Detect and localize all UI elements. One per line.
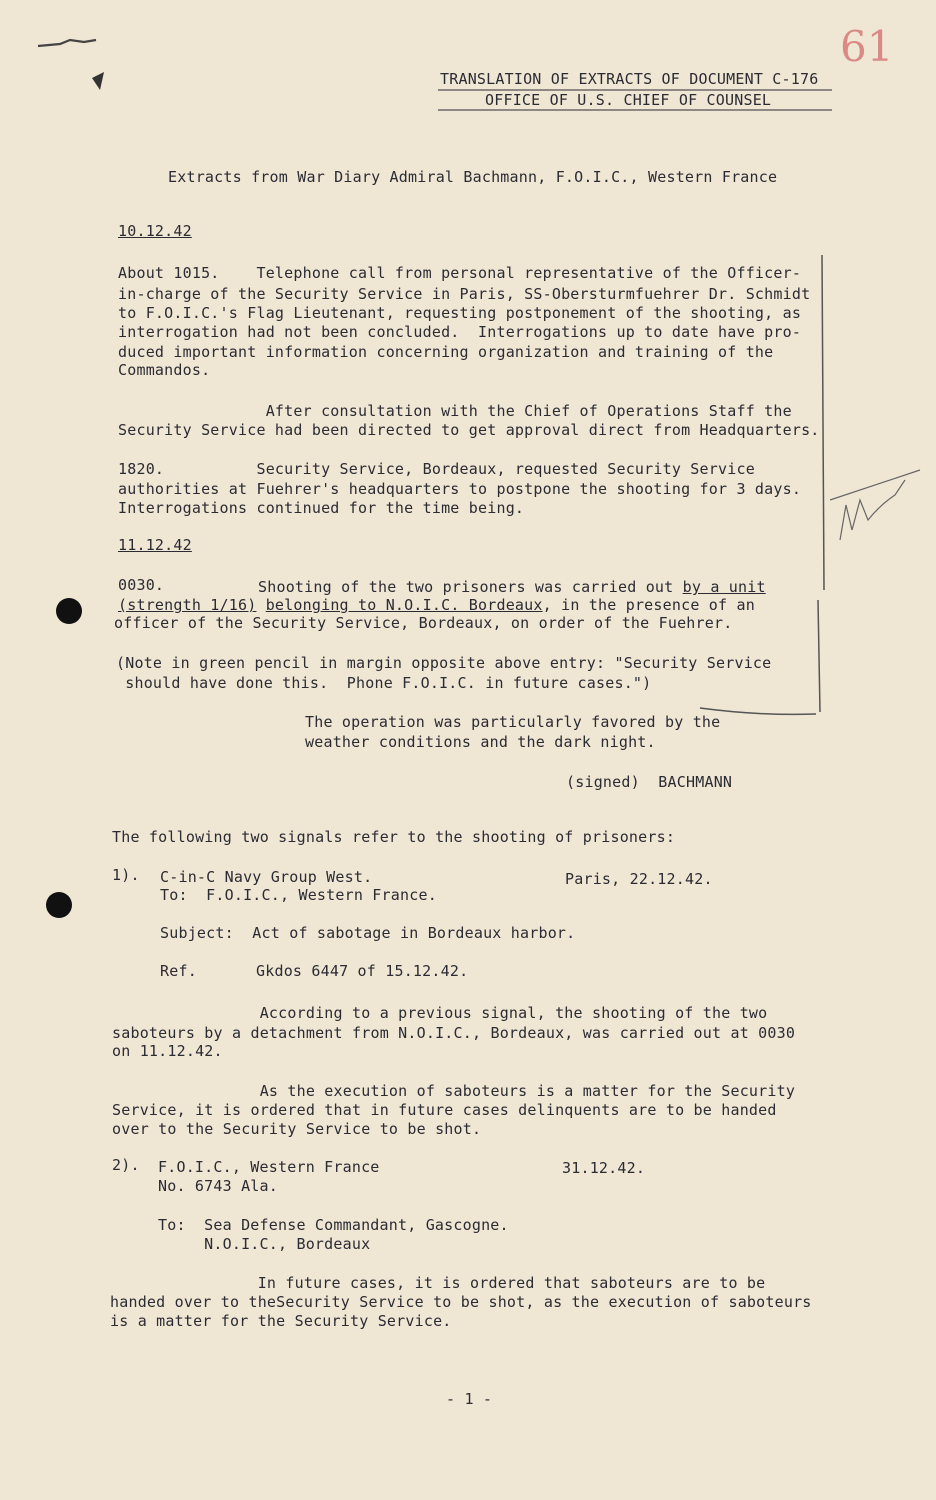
margin-note-line: should have done this. Phone F.O.I.C. in future cases.")	[116, 674, 652, 692]
signal-1-place-date: Paris, 22.12.42.	[565, 870, 713, 888]
corner-arrow-icon	[92, 72, 104, 90]
diary-entry-1-line: About 1015. Telephone call from personal representative of the Officer-	[118, 264, 802, 282]
header-line-2: OFFICE OF U.S. CHIEF OF COUNSEL	[485, 91, 772, 109]
entry-4-underlined-text: belonging to N.O.I.C. Bordeaux	[265, 596, 543, 614]
diary-entry-1-line: to F.O.I.C.'s Flag Lieutenant, requesting postponement of the shooting, as	[118, 304, 802, 322]
signal-1-ref-value: Gkdos 6447 of 15.12.42.	[256, 962, 469, 980]
diary-entry-1-line: Commandos.	[118, 361, 211, 379]
diary-entry-1-line: duced important information concerning organization and training of the	[118, 343, 774, 361]
diary-date-1: 10.12.42	[118, 222, 192, 240]
entry-4-text: Shooting of the two prisoners was carried out	[258, 578, 683, 596]
margin-initials-icon	[840, 480, 905, 540]
margin-scribble	[830, 470, 920, 500]
signal-1-to: To: F.O.I.C., Western France.	[160, 886, 437, 904]
signals-intro: The following two signals refer to the shooting of prisoners:	[112, 828, 676, 846]
signal-1-para-1-line: on 11.12.42.	[112, 1042, 223, 1060]
diary-date-2: 11.12.42	[118, 536, 192, 554]
signal-1-subject: Subject: Act of sabotage in Bordeaux harbor.	[160, 924, 576, 942]
margin-bracket-line	[700, 708, 816, 714]
diary-entry-1-line: interrogation had not been concluded. Interrogations up to date have pro-	[118, 323, 802, 341]
page-footer: - 1 -	[446, 1390, 493, 1408]
handwritten-page-number: 61	[840, 22, 894, 71]
closing-line: weather conditions and the dark night.	[305, 733, 656, 751]
header-line-1: TRANSLATION OF EXTRACTS OF DOCUMENT C-176	[440, 70, 819, 88]
diary-entry-4-time: 0030.	[118, 576, 165, 594]
margin-bracket-line	[822, 255, 824, 590]
signature: (signed) BACHMANN	[566, 773, 733, 791]
margin-bracket-line	[818, 600, 820, 712]
diary-entry-3-line: Interrogations continued for the time being.	[118, 499, 525, 517]
signal-2-number-ref: No. 6743 Ala.	[158, 1177, 278, 1195]
signal-1-para-2-line: Service, it is ordered that in future cases delinquents are to be handed	[112, 1101, 777, 1119]
signal-2-para-line: In future cases, it is ordered that saboteurs are to be	[110, 1274, 766, 1292]
signal-1-para-2-line: As the execution of saboteurs is a matter for the Security	[112, 1082, 796, 1100]
signal-2-to-line: To: Sea Defense Commandant, Gascogne.	[158, 1216, 509, 1234]
signal-2-number: 2).	[112, 1156, 140, 1174]
signal-2-to-line: N.O.I.C., Bordeaux	[158, 1235, 371, 1253]
entry-4-underlined-text: (strength 1/16)	[118, 596, 257, 614]
signal-1-number: 1).	[112, 866, 140, 884]
diary-entry-3-line: authorities at Fuehrer's headquarters to postpone the shooting for 3 days.	[118, 480, 802, 498]
signal-1-para-2-line: over to the Security Service to be shot.	[112, 1120, 482, 1138]
closing-line: The operation was particularly favored by the	[305, 713, 721, 731]
entry-4-underlined-text: by a unit	[682, 578, 766, 596]
diary-entry-2-line: After consultation with the Chief of Operations Staff the	[118, 402, 792, 420]
signal-2-date: 31.12.42.	[562, 1159, 646, 1177]
diary-entry-3-line: 1820. Security Service, Bordeaux, requested Security Service	[118, 460, 755, 478]
signal-1-para-1-line: According to a previous signal, the shooting of the two	[112, 1004, 768, 1022]
signal-2-from: F.O.I.C., Western France	[158, 1158, 380, 1176]
entry-4-text: , in the presence of an	[542, 596, 755, 614]
document-title: Extracts from War Diary Admiral Bachmann, F.O.I.C., Western France	[168, 168, 778, 186]
signal-1-from: C-in-C Navy Group West.	[160, 868, 373, 886]
diary-entry-1-line: in-charge of the Security Service in Paris, SS-Obersturmfuehrer Dr. Schmidt	[118, 285, 811, 303]
margin-note-line: (Note in green pencil in margin opposite above entry: "Security Service	[116, 654, 772, 672]
diary-entry-2-line: Security Service had been directed to get approval direct from Headquarters.	[118, 421, 820, 439]
signal-1-para-1-line: saboteurs by a detachment from N.O.I.C., Bordeaux, was carried out at 0030	[112, 1024, 796, 1042]
diary-entry-4-line-3: officer of the Security Service, Bordeaux, on order of the Fuehrer.	[114, 614, 733, 632]
signal-2-para-line: is a matter for the Security Service.	[110, 1312, 452, 1330]
corner-mark	[38, 40, 96, 46]
signal-1-ref-label: Ref.	[160, 962, 197, 980]
signal-2-para-line: handed over to theSecurity Service to be shot, as the execution of saboteurs	[110, 1293, 812, 1311]
